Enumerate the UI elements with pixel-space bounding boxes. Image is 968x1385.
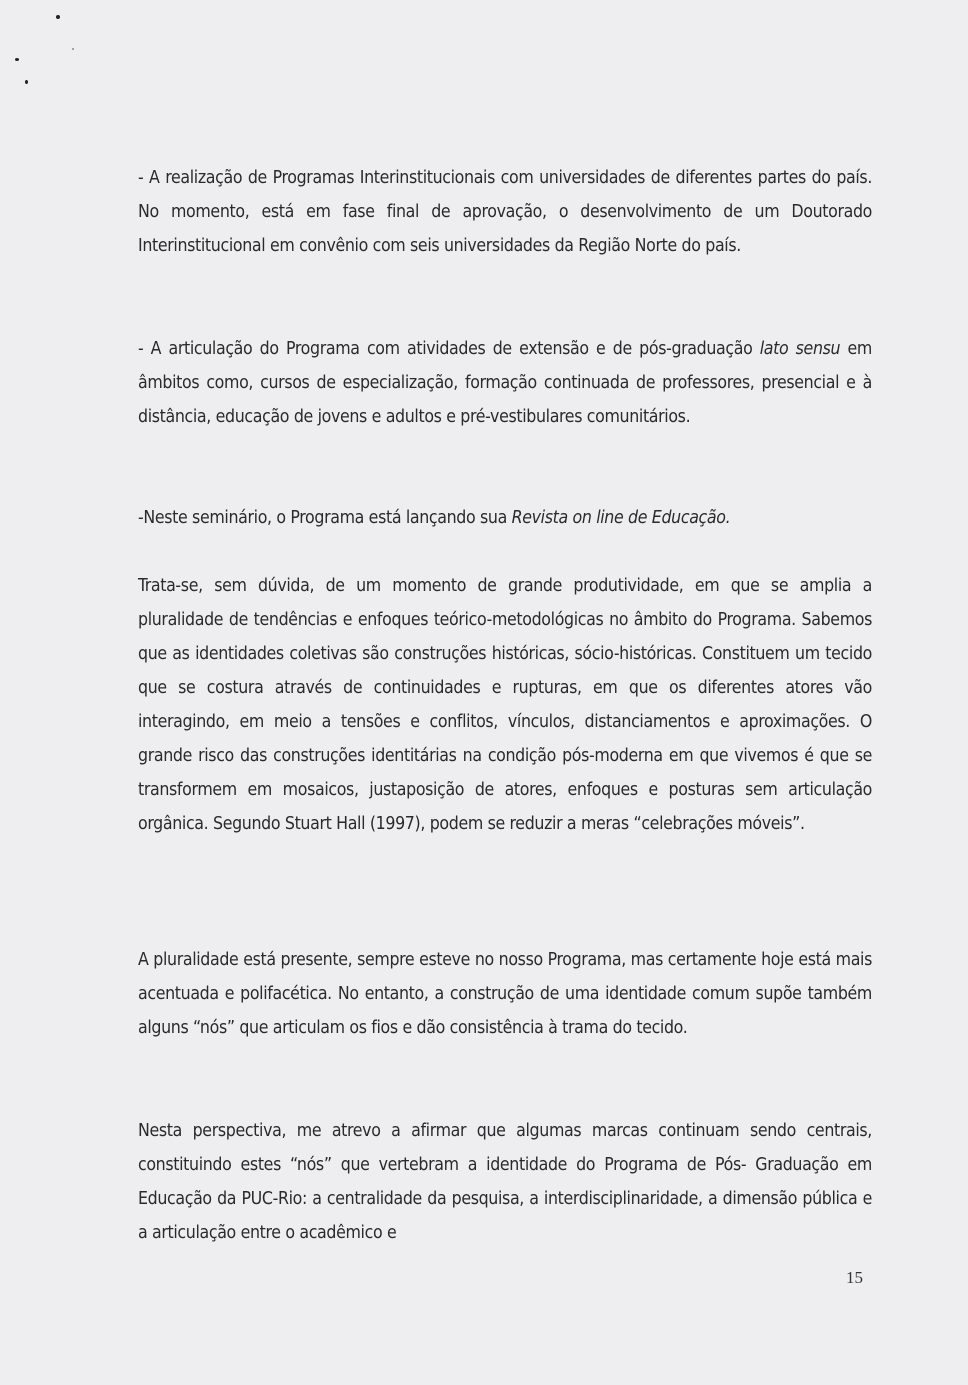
paragraph-italic-term: lato sensu	[759, 339, 841, 359]
scan-speck	[72, 48, 74, 50]
paragraph-text: - A realização de Programas Interinstitucionais com universidades de diferentes partes do país. No momento, está em fase final de aprovação, o desenvolvimento de um Doutorado Interinstitucional em convênio com seis universidades da Região Norte do país.	[138, 168, 872, 256]
scan-speck	[56, 15, 60, 19]
paragraph-italic-title: Revista on line de Educação.	[511, 508, 731, 528]
paragraph-text: Trata-se, sem dúvida, de um momento de grande produtividade, em que se amplia a pluralidade de tendências e enfoques teórico-metodológicas no âmbito do Programa. Sabemos que as identidades coletivas são construções históricas, sócio-históricas. Constituem um tecido que se costura através de continuidades e rupturas, em que os diferentes atores vão interagindo, em meio a tensões e conflitos, vínculos, distanciamentos e aproximações. O grande risco das construções identitárias na condição pós-moderna em que vivemos é que se transformem em mosaicos, justaposição de atores, enfoques e posturas sem articulação orgânica. Segundo Stuart Hall (1997), podem se reduzir a meras “celebrações móveis”.	[138, 576, 872, 834]
paragraph-text: Nesta perspectiva, me atrevo a afirmar que algumas marcas continuam sendo centrais, constituindo estes “nós” que vertebram a identidade do Programa de Pós- Graduação em Educação da PUC-Rio: a centralidade da pesquisa, a interdisciplinaridade, a dimensão pública e a articulação entre o acadêmico e	[138, 1121, 872, 1243]
page-number: 15	[846, 1268, 863, 1287]
scan-speck	[15, 58, 19, 61]
paragraph-plurality	[138, 943, 872, 1045]
paragraph-revista-launch	[138, 501, 872, 535]
scan-speck	[25, 80, 28, 84]
paragraph-lead: - A articulação do Programa com atividades de extensão e de pós-graduação	[138, 339, 760, 359]
paragraph-text: A pluralidade está presente, sempre esteve no nosso Programa, mas certamente hoje está mais acentuada e polifacética. No entanto, a construção de uma identidade comum supõe também alguns “nós” que articulam os fios e dão consistência à trama do tecido.	[138, 950, 872, 1038]
paragraph-interinstitutional-programs	[138, 161, 872, 263]
paragraph-lead: -Neste seminário, o Programa está lançando sua	[138, 508, 512, 528]
paragraph-rest: em âmbitos como, cursos de especialização, formação continuada de professores, presencial e à distância, educação de jovens e adultos e pré-vestibulares comunitários.	[138, 339, 873, 427]
paragraph-perspective	[138, 1114, 872, 1250]
paragraph-extension-activities	[138, 332, 872, 434]
paragraph-productivity	[138, 569, 872, 841]
